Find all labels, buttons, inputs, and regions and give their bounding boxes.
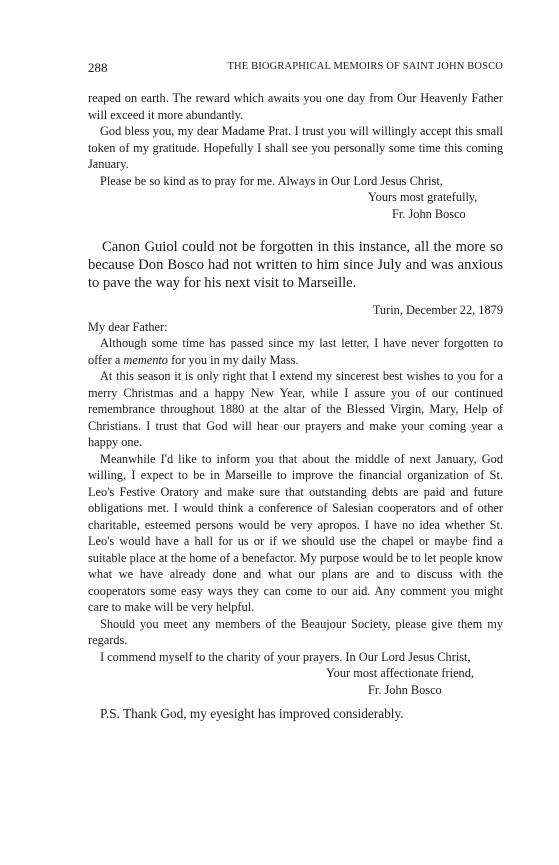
- letter1-signature: Fr. John Bosco: [392, 206, 466, 221]
- page-body: [88, 90, 503, 723]
- letter2-text: for you in my daily Mass.: [167, 352, 299, 367]
- running-title: THE BIOGRAPHICAL MEMOIRS OF SAINT JOHN BOSCO: [227, 61, 503, 72]
- letter2-paragraph: [88, 335, 503, 368]
- narrative-paragraph: Canon Guiol could not be forgotten in this instance, all the more so because Don Bosco had not written to him since July and was anxious to pave the way for his next visit to Marseille.: [88, 239, 503, 291]
- letter2-paragraph: At this season it is only right that I extend my sincerest best wishes to you for a merry Christmas and a happy New Year, while I assure you of our continued remembrance throughout 1880 at the altar of the Blessed Virgin, Mary, Help of Christians. I trust that God will hear our prayers and make your coming year a happy one.: [88, 369, 503, 449]
- letter2-emphasis: memento: [123, 352, 168, 367]
- letter1-paragraph: God bless you, my dear Madame Prat. I trust you will willingly accept this small token of my gratitude. Hopefully I shall see you personally some time this coming January.: [88, 124, 503, 171]
- postscript: P.S. Thank God, my eyesight has improved considerably.: [100, 706, 404, 721]
- letter2-paragraph: I commend myself to the charity of your prayers. In Our Lord Jesus Christ,: [100, 649, 471, 664]
- letter1-paragraph: Please be so kind as to pray for me. Always in Our Lord Jesus Christ,: [100, 173, 443, 188]
- letter1-paragraph: reaped on earth. The reward which awaits you one day from Our Heavenly Father will exceed it more abundantly.: [88, 91, 503, 122]
- running-header: [88, 60, 503, 76]
- letter2-dateline: Turin, December 22, 1879: [372, 303, 503, 317]
- letter2-text: Although some time has passed since my last letter, I have never forgotten to offer a: [88, 336, 503, 367]
- letter2-closing: Your most affectionate friend,: [326, 666, 474, 680]
- letter2-paragraph: Should you meet any members of the Beaujour Society, please give them my regards.: [88, 616, 503, 647]
- letter2-salutation: My dear Father:: [88, 319, 168, 334]
- letter1-closing: Yours most gratefully,: [368, 190, 478, 204]
- letter2-paragraph: Meanwhile I'd like to inform you that about the middle of next January, God willing, I expect to be in Marseille to improve the financial organization of St. Leo's Festive Oratory and make sure that outstanding debts are paid and future obligations met. I would think a conference of Salesian cooperators and of other charitable, esteemed persons would be very apropos. I have no idea whether St. Leo's would have a hall for us or if we should use the chapel or maybe find a suitable place at the home of a benefactor. My purpose would be to let people know what we have already done and what our plans are and to discuss with the cooperators some easy ways they can come to our aid. Any comment you might care to make will be very helpful.: [88, 451, 503, 614]
- page-number: 288: [88, 60, 108, 75]
- letter2-signature: Fr. John Bosco: [368, 682, 442, 697]
